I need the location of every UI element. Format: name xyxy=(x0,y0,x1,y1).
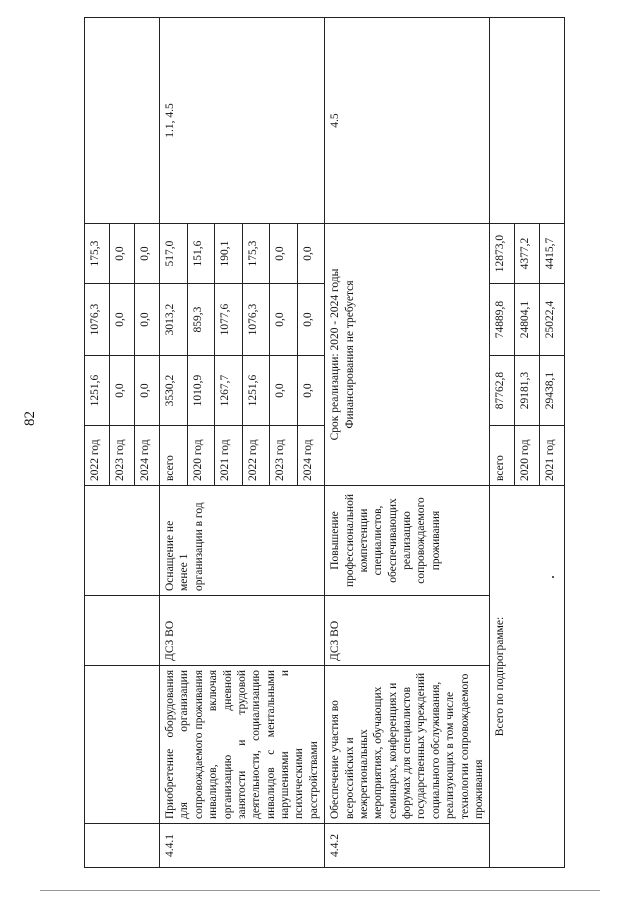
total-value: 4377,2 xyxy=(515,224,540,284)
prev-v2: 0,0 xyxy=(135,284,160,356)
prev-v2: 1076,3 xyxy=(85,284,110,356)
value-cell: 1267,7 xyxy=(215,356,243,426)
total-value: 87762,8 xyxy=(490,356,515,426)
total-indicator-cell xyxy=(490,18,565,224)
prev-v1: 0,0 xyxy=(135,356,160,426)
executor-441: ДСЗ ВО xyxy=(160,596,325,666)
year-cell: 2022 год xyxy=(242,426,270,486)
total-value: 24804,1 xyxy=(515,284,540,356)
bottom-rule xyxy=(40,890,600,891)
prev-v1: 1251,6 xyxy=(85,356,110,426)
year-cell: 2020 год xyxy=(187,426,215,486)
prev-v3: 175,3 xyxy=(85,224,110,284)
measure-name-441: Приобретение оборудования для организации сопровождаемого проживания инвалидов, включая организацию дневной занятости и трудовой деятельности, социализацию инвалидов с ментальными нарушениями и психическими расстройствами xyxy=(160,666,325,824)
year-cell: 2024 год xyxy=(297,426,325,486)
total-value: 25022,4 xyxy=(540,284,565,356)
value-cell: 3013,2 xyxy=(160,284,188,356)
year-cell: всего xyxy=(160,426,188,486)
implementation-period: Срок реализации: 2020 - 2024 годы xyxy=(329,268,342,441)
value-cell: 175,3 xyxy=(242,224,270,284)
row-number-441: 4.4.1 xyxy=(160,824,325,868)
subprogram-table xyxy=(84,17,565,868)
value-cell: 0,0 xyxy=(297,224,325,284)
total-year: 2020 год xyxy=(515,426,540,486)
row-number-442: 4.4.2 xyxy=(325,824,490,868)
financing-442-cell xyxy=(325,224,490,486)
total-value: 29438,1 xyxy=(540,356,565,426)
result-441: Оснащение не менее 1 организации в год xyxy=(160,486,325,596)
prev-name-cell xyxy=(85,666,160,824)
total-value: 4415,7 xyxy=(540,224,565,284)
value-cell: 0,0 xyxy=(270,224,298,284)
total-label: Всего по подпрограмме: xyxy=(490,486,565,868)
value-cell: 859,3 xyxy=(187,284,215,356)
total-value: 74889,8 xyxy=(490,284,515,356)
value-cell: 1251,6 xyxy=(242,356,270,426)
prev-v3: 0,0 xyxy=(135,224,160,284)
result-442: Повышение профессиональной компетенции специалистов, обеспечивающих реализацию сопровождаемого проживания xyxy=(325,486,490,596)
total-value: 29181,3 xyxy=(515,356,540,426)
value-cell: 3530,2 xyxy=(160,356,188,426)
indicator-441: 1.1, 4.5 xyxy=(160,18,325,224)
financing-note: Финансирования не требуется xyxy=(343,280,356,429)
total-value: 12873,0 xyxy=(490,224,515,284)
measure-name-442: Обеспечение участия во всероссийских и межрегиональных мероприятиях, обучающих семинарах, конференциях и форумах для специалистов государственных учреждений социального обслуживания, реализующих в том числе технологии сопровождаемого проживания xyxy=(325,666,490,824)
rotated-table-wrapper xyxy=(84,18,557,868)
year-cell: 2023 год xyxy=(270,426,298,486)
value-cell: 1010,9 xyxy=(187,356,215,426)
prev-v1: 0,0 xyxy=(110,356,135,426)
value-cell: 1077,6 xyxy=(215,284,243,356)
value-cell: 0,0 xyxy=(297,284,325,356)
prev-num-cell xyxy=(85,824,160,868)
indicator-442: 4.5 xyxy=(325,18,490,224)
value-cell: 0,0 xyxy=(270,356,298,426)
prev-year: 2024 год xyxy=(135,426,160,486)
prev-indicator-cell xyxy=(85,18,160,224)
value-cell: 190,1 xyxy=(215,224,243,284)
prev-v3: 0,0 xyxy=(110,224,135,284)
value-cell: 151,6 xyxy=(187,224,215,284)
value-cell: 0,0 xyxy=(270,284,298,356)
page-number: 82 xyxy=(22,411,38,426)
total-year: 2021 год xyxy=(540,426,565,486)
executor-442: ДСЗ ВО xyxy=(325,596,490,666)
scan-speck xyxy=(552,576,554,578)
total-year: всего xyxy=(490,426,515,486)
year-cell: 2021 год xyxy=(215,426,243,486)
value-cell: 1076,3 xyxy=(242,284,270,356)
prev-result-cell xyxy=(85,486,160,596)
prev-v2: 0,0 xyxy=(110,284,135,356)
value-cell: 517,0 xyxy=(160,224,188,284)
prev-year: 2023 год xyxy=(110,426,135,486)
prev-executor-cell xyxy=(85,596,160,666)
prev-year: 2022 год xyxy=(85,426,110,486)
value-cell: 0,0 xyxy=(297,356,325,426)
